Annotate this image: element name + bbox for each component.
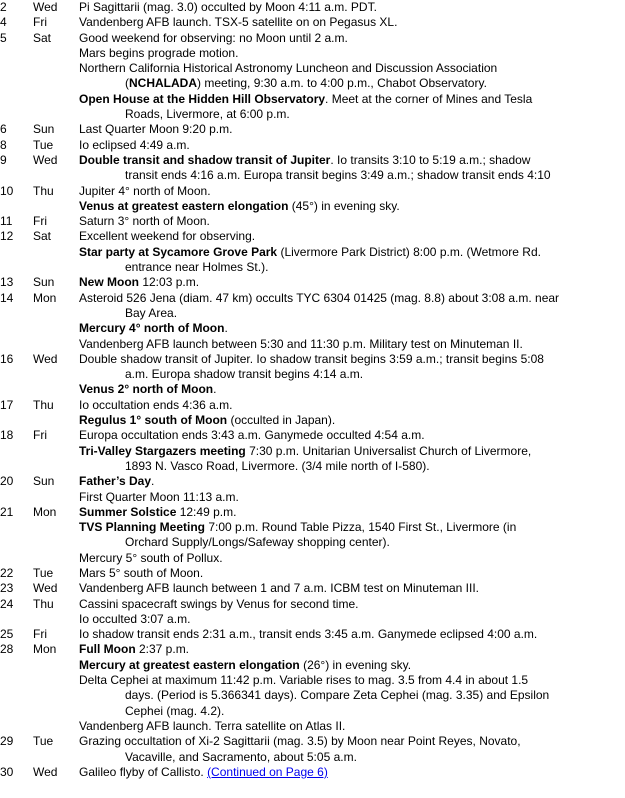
day-of-week: Tue	[33, 565, 54, 580]
calendar-row	[0, 46, 625, 61]
event-segment: days. (Period is 5.366341 days). Compare Zeta Cephei (mag. 3.35) and Epsilon	[125, 688, 550, 703]
event-continuation	[125, 367, 621, 382]
calendar-row	[0, 352, 625, 367]
event-segment: Jupiter 4° north of Moon.	[79, 183, 211, 198]
calendar-row	[0, 398, 625, 413]
event-continuation	[125, 459, 621, 474]
event-segment: Vandenberg AFB launch between 1 and 7 a.m. ICBM test on Minuteman III.	[79, 581, 480, 596]
day-of-week: Sun	[33, 474, 55, 489]
calendar-row	[0, 138, 625, 153]
day-number: 28	[0, 642, 14, 657]
calendar-row	[0, 566, 625, 581]
day-of-week: Wed	[33, 764, 58, 779]
event-text	[79, 474, 621, 489]
event-text	[79, 61, 621, 76]
event-segment: (	[125, 76, 129, 91]
event-continuation	[125, 704, 621, 719]
calendar-row	[0, 76, 625, 91]
event-continuation	[125, 306, 621, 321]
day-number: 8	[0, 137, 7, 152]
day-number: 2	[0, 0, 7, 14]
event-segment: Vandenberg AFB launch. TSX-5 satellite on on Pegasus XL.	[79, 15, 398, 30]
event-text	[79, 505, 621, 520]
day-of-week: Mon	[33, 290, 57, 305]
event-segment: 2:37 p.m.	[135, 642, 190, 657]
event-text	[79, 184, 621, 199]
calendar-row	[0, 704, 625, 719]
calendar-row	[0, 184, 625, 199]
day-number: 24	[0, 596, 14, 611]
event-segment: Northern California Historical Astronomy Luncheon and Discussion Association	[79, 61, 498, 76]
event-text	[79, 214, 621, 229]
calendar-row	[0, 0, 625, 15]
event-text	[79, 444, 621, 459]
event-segment: .	[224, 321, 228, 336]
day-of-week: Thu	[33, 397, 54, 412]
calendar-row	[0, 214, 625, 229]
event-highlight: Full Moon	[79, 642, 136, 657]
calendar-row	[0, 474, 625, 489]
calendar-row	[0, 444, 625, 459]
event-text	[79, 291, 621, 306]
event-segment: .	[213, 382, 217, 397]
day-of-week: Sat	[33, 229, 52, 244]
calendar-row	[0, 15, 625, 30]
event-segment: entrance near Holmes St.).	[125, 260, 269, 275]
event-highlight: Double transit and shadow transit of Jupiter	[79, 152, 331, 167]
calendar-row	[0, 719, 625, 734]
event-text	[79, 352, 621, 367]
event-highlight: TVS Planning Meeting	[79, 520, 206, 535]
event-segment: (occulted in Japan).	[227, 413, 336, 428]
calendar-row	[0, 551, 625, 566]
event-segment: Io occulted 3:07 a.m.	[79, 611, 191, 626]
event-continuation	[125, 107, 621, 122]
continued-link[interactable]: (Continued on Page 6)	[207, 764, 328, 779]
event-text	[79, 428, 621, 443]
calendar-row	[0, 245, 625, 260]
event-segment: . Meet at the corner of Mines and Tesla	[325, 91, 533, 106]
event-highlight: Father’s Day	[79, 474, 152, 489]
event-text	[79, 31, 621, 46]
day-of-week: Thu	[33, 596, 54, 611]
event-segment: Mars 5° south of Moon.	[79, 565, 204, 580]
event-segment: Last Quarter Moon 9:20 p.m.	[79, 122, 233, 137]
event-text	[79, 15, 621, 30]
calendar-row	[0, 688, 625, 703]
day-number: 30	[0, 764, 14, 779]
event-segment: Europa occultation ends 3:43 a.m. Ganymede occulted 4:54 a.m.	[79, 428, 425, 443]
event-text	[79, 673, 621, 688]
event-segment: Good weekend for observing: no Moon until 2 a.m.	[79, 30, 348, 45]
calendar-row	[0, 107, 625, 122]
event-text	[79, 597, 621, 612]
event-segment: Cassini spacecraft swings by Venus for second time.	[79, 596, 359, 611]
event-segment: a.m. Europa shadow transit begins 4:14 a.m.	[125, 367, 364, 382]
event-text	[79, 566, 621, 581]
calendar-row	[0, 291, 625, 306]
day-number: 29	[0, 734, 14, 749]
day-of-week: Mon	[33, 504, 57, 519]
event-segment: Vandenberg AFB launch between 5:30 and 11:30 p.m. Military test on Minuteman II.	[79, 336, 523, 351]
event-text	[79, 719, 621, 734]
day-number: 20	[0, 474, 14, 489]
event-text	[79, 658, 621, 673]
day-of-week: Wed	[33, 581, 58, 596]
calendar-row	[0, 612, 625, 627]
event-segment: Pi Sagittarii (mag. 3.0) occulted by Moon 4:11 a.m. PDT.	[79, 0, 377, 14]
event-text	[79, 92, 621, 107]
event-highlight: New Moon	[79, 275, 139, 290]
event-highlight: Mercury 4° north of Moon	[79, 321, 225, 336]
calendar-row	[0, 750, 625, 765]
event-text	[79, 199, 621, 214]
event-text	[79, 734, 621, 749]
event-highlight: Venus 2° north of Moon	[79, 382, 214, 397]
day-of-week: Fri	[33, 428, 47, 443]
event-text	[79, 490, 621, 505]
event-text	[79, 138, 621, 153]
event-segment: 7:00 p.m. Round Table Pizza, 1540 First St., Livermore (in	[205, 520, 517, 535]
event-text	[79, 520, 621, 535]
calendar-row	[0, 61, 625, 76]
event-continuation	[125, 76, 621, 91]
event-text	[79, 551, 621, 566]
calendar-row	[0, 535, 625, 550]
event-segment: ) meeting, 9:30 a.m. to 4:00 p.m., Chabot Observatory.	[197, 76, 487, 91]
event-text	[79, 398, 621, 413]
event-text	[79, 275, 621, 290]
day-number: 23	[0, 581, 14, 596]
event-segment: Cephei (mag. 4.2).	[125, 703, 225, 718]
event-text	[79, 612, 621, 627]
event-text	[79, 765, 621, 780]
calendar-row	[0, 168, 625, 183]
event-segment: Orchard Supply/Longs/Safeway shopping center).	[125, 535, 390, 550]
event-text	[79, 627, 621, 642]
event-segment: Vandenberg AFB launch. Terra satellite on Atlas II.	[79, 718, 346, 733]
event-segment: 7:30 p.m. Unitarian Universalist Church of Livermore,	[245, 443, 532, 458]
event-text	[79, 337, 621, 352]
day-of-week: Fri	[33, 627, 47, 642]
event-segment: 12:49 p.m.	[176, 504, 237, 519]
event-segment: . Io transits 3:10 to 5:19 a.m.; shadow	[330, 152, 531, 167]
event-segment: (Livermore Park District) 8:00 p.m. (Wetmore Rd.	[277, 244, 541, 259]
day-of-week: Mon	[33, 642, 57, 657]
event-segment: Double shadow transit of Jupiter. Io shadow transit begins 3:59 a.m.; transit begins 5:08	[79, 351, 544, 366]
day-number: 14	[0, 290, 14, 305]
day-number: 9	[0, 152, 7, 167]
day-number: 17	[0, 397, 14, 412]
event-segment: .	[151, 474, 155, 489]
calendar-row	[0, 306, 625, 321]
calendar-row	[0, 92, 625, 107]
event-continuation	[125, 750, 621, 765]
calendar-row	[0, 122, 625, 137]
day-of-week: Wed	[33, 0, 58, 14]
event-segment: (45°) in evening sky.	[288, 198, 400, 213]
calendar-row	[0, 31, 625, 46]
event-continuation	[125, 168, 621, 183]
event-text	[79, 321, 621, 336]
calendar-row	[0, 260, 625, 275]
day-number: 12	[0, 229, 14, 244]
day-number: 5	[0, 30, 7, 45]
event-continuation	[125, 535, 621, 550]
day-number: 6	[0, 122, 7, 137]
event-segment: Delta Cephei at maximum 11:42 p.m. Variable rises to mag. 3.5 from 4.4 in about 1.5	[79, 673, 529, 688]
calendar-row	[0, 734, 625, 749]
calendar-row	[0, 597, 625, 612]
event-segment: (26°) in evening sky.	[299, 657, 412, 672]
calendar-row	[0, 490, 625, 505]
event-segment: Grazing occultation of Xi-2 Sagittarii (mag. 3.5) by Moon near Point Reyes, Novato,	[79, 734, 521, 749]
event-highlight: NCHALADA	[129, 76, 197, 91]
calendar-row	[0, 275, 625, 290]
event-text	[79, 642, 621, 657]
day-of-week: Sun	[33, 122, 55, 137]
day-number: 13	[0, 275, 14, 290]
event-highlight: Open House at the Hidden Hill Observatory	[79, 91, 326, 106]
calendar-row	[0, 229, 625, 244]
event-highlight: Tri-Valley Stargazers meeting	[79, 443, 246, 458]
day-of-week: Fri	[33, 214, 47, 229]
event-text	[79, 382, 621, 397]
day-number: 21	[0, 504, 14, 519]
event-highlight: Summer Solstice	[79, 504, 177, 519]
calendar-row	[0, 658, 625, 673]
calendar-row	[0, 520, 625, 535]
event-continuation	[125, 260, 621, 275]
calendar-row	[0, 413, 625, 428]
calendar-row	[0, 337, 625, 352]
day-number: 11	[0, 214, 13, 229]
day-of-week: Wed	[33, 351, 58, 366]
event-text	[79, 0, 621, 15]
day-of-week: Sun	[33, 275, 55, 290]
event-segment: 12:03 p.m.	[139, 275, 200, 290]
event-text	[79, 122, 621, 137]
event-segment: Bay Area.	[125, 305, 178, 320]
calendar-row	[0, 367, 625, 382]
event-text	[79, 581, 621, 596]
event-highlight: Regulus 1° south of Moon	[79, 413, 228, 428]
day-of-week: Tue	[33, 137, 54, 152]
event-segment: Vacaville, and Sacramento, about 5:05 a.m.	[125, 749, 357, 764]
event-segment: Io shadow transit ends 2:31 a.m., transit ends 3:45 a.m. Ganymede eclipsed 4:00 a.m.	[79, 627, 538, 642]
calendar-row	[0, 505, 625, 520]
calendar-row	[0, 673, 625, 688]
day-of-week: Wed	[33, 152, 58, 167]
day-of-week: Fri	[33, 15, 47, 30]
day-of-week: Thu	[33, 183, 54, 198]
event-text	[79, 245, 621, 260]
day-number: 25	[0, 627, 14, 642]
day-number: 4	[0, 15, 7, 30]
event-highlight: Mercury at greatest eastern elongation	[79, 657, 300, 672]
calendar-row	[0, 581, 625, 596]
event-segment: Saturn 3° north of Moon.	[79, 214, 210, 229]
event-text	[79, 153, 621, 168]
event-segment: First Quarter Moon 11:13 a.m.	[79, 489, 239, 504]
event-segment: Galileo flyby of Callisto.	[79, 764, 208, 779]
calendar-row	[0, 153, 625, 168]
event-segment: Mercury 5° south of Pollux.	[79, 550, 223, 565]
day-number: 16	[0, 351, 14, 366]
event-text	[79, 229, 621, 244]
event-segment: Excellent weekend for observing.	[79, 229, 256, 244]
event-segment: Mars begins prograde motion.	[79, 45, 239, 60]
event-text	[79, 46, 621, 61]
day-number: 18	[0, 428, 14, 443]
event-highlight: Venus at greatest eastern elongation	[79, 198, 289, 213]
event-segment: Io eclipsed 4:49 a.m.	[79, 137, 190, 152]
event-segment: Io occultation ends 4:36 a.m.	[79, 397, 233, 412]
calendar-row	[0, 642, 625, 657]
calendar-row	[0, 627, 625, 642]
day-of-week: Sat	[33, 30, 52, 45]
calendar-row	[0, 459, 625, 474]
event-segment: Asteroid 526 Jena (diam. 47 km) occults TYC 6304 01425 (mag. 8.8) about 3:08 a.m. near	[79, 290, 560, 305]
event-segment: 1893 N. Vasco Road, Livermore. (3/4 mile north of I-580).	[125, 458, 430, 473]
day-number: 10	[0, 183, 14, 198]
event-segment: Roads, Livermore, at 6:00 p.m.	[125, 107, 290, 122]
day-number: 22	[0, 565, 14, 580]
calendar-row	[0, 321, 625, 336]
event-highlight: Star party at Sycamore Grove Park	[79, 244, 278, 259]
event-continuation	[125, 688, 621, 703]
calendar-row	[0, 428, 625, 443]
calendar-row	[0, 765, 625, 780]
event-text	[79, 413, 621, 428]
day-of-week: Tue	[33, 734, 54, 749]
calendar-row	[0, 382, 625, 397]
event-segment: transit ends 4:16 a.m. Europa transit begins 3:49 a.m.; shadow transit ends 4:10	[125, 168, 551, 183]
calendar-row	[0, 199, 625, 214]
